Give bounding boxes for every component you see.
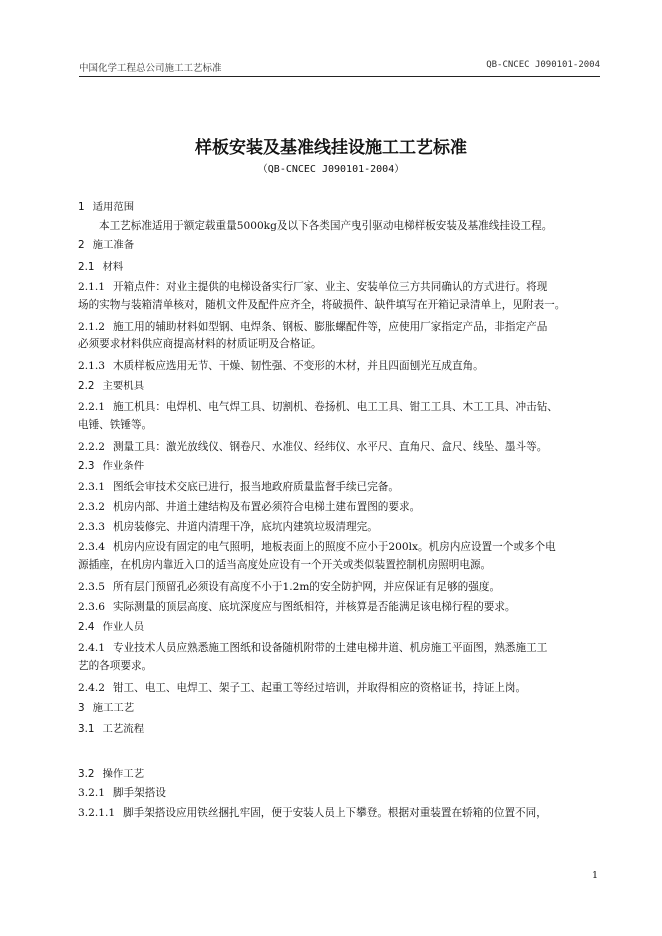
section-number: 2.1.2 <box>78 321 105 333</box>
section-number: 2 <box>78 239 85 251</box>
paragraph-text: 实际测量的顶层高度、底坑深度应与图纸相符，并核算是否能满足该电梯行程的要求。 <box>112 601 516 613</box>
text-line <box>78 400 600 414</box>
paragraph-text: 钳工、电工、电焊工、架子工、起重工等经过培训，并取得相应的资格证书，持证上岗。 <box>112 682 527 694</box>
section-number: 2.4.1 <box>78 642 105 654</box>
paragraph-text: 本工艺标准适用于额定载重量5000kg及以下各类国产曳引驱动电梯样板安装及基准线挂设工程。 <box>99 220 553 232</box>
text-line <box>78 337 600 351</box>
text-line <box>78 540 600 554</box>
text-line <box>78 500 600 514</box>
section-heading: 作业条件 <box>102 460 145 472</box>
section-number: 3.2.1.1 <box>78 807 116 819</box>
section-number: 3.2 <box>78 768 95 780</box>
text-line <box>78 600 600 614</box>
page-number: 1 <box>591 870 598 881</box>
text-line <box>78 320 600 334</box>
text-line <box>78 641 600 655</box>
paragraph-text: 机房内部、井道土建结构及布置必须符合电梯土建布置图的要求。 <box>112 501 421 513</box>
text-line <box>78 681 600 695</box>
section-number: 2.3.2 <box>78 501 105 513</box>
paragraph-text: 所有层门预留孔必须设有高度不小于1.2m的安全防护网，并应保证有足够的强度。 <box>112 581 501 593</box>
section-number: 2.3 <box>78 460 95 472</box>
document-title: 样板安装及基准线挂设施工工艺标准 <box>195 138 467 158</box>
section-number: 2.1.3 <box>78 360 105 372</box>
text-line <box>78 659 600 673</box>
text-line <box>78 200 600 214</box>
paragraph-text: 艺的各项要求。 <box>78 660 153 672</box>
text-line <box>78 260 600 274</box>
section-number: 2.4 <box>78 621 95 633</box>
section-number: 3.2.1 <box>78 787 105 799</box>
text-line <box>78 418 600 432</box>
section-heading: 适用范围 <box>92 201 135 213</box>
text-line <box>78 359 600 373</box>
document-subtitle: （QB-CNCEC J090101-2004） <box>257 164 405 175</box>
paragraph-text: 脚手架搭设应用铁丝捆扎牢固，便于安装人员上下攀登。根据对重装置在轿箱的位置不同， <box>123 807 547 819</box>
text-line <box>78 520 600 534</box>
text-line <box>78 806 600 820</box>
section-number: 2.2 <box>78 380 95 392</box>
page-header <box>79 58 600 77</box>
text-line <box>78 298 600 312</box>
paragraph-text: 场的实物与装箱清单核对，随机文件及配件应齐全，将破损件、缺件填写在开箱记录清单上，见附表一。 <box>78 299 566 311</box>
header-org-name: 中国化学工程总公司施工工艺标准 <box>79 63 222 74</box>
paragraph-text: 必须要求材料供应商提高材料的材质证明及合格证。 <box>78 338 322 350</box>
section-number: 2.3.6 <box>78 601 105 613</box>
paragraph-text: 图纸会审技术交底已进行，报当地政府质量监督手续已完备。 <box>112 481 399 493</box>
text-line <box>78 786 600 800</box>
section-heading: 施工工艺 <box>92 702 135 714</box>
text-line <box>78 558 600 572</box>
text-line <box>78 379 600 393</box>
paragraph-text: 源插座，在机房内靠近入口的适当高度处应设有一个开关或类似装置控制机房照明电源。 <box>78 559 492 571</box>
text-line <box>78 620 600 634</box>
section-number: 2.3.4 <box>78 541 105 553</box>
paragraph-text: 电锤、铁锤等。 <box>78 419 153 431</box>
paragraph-text: 开箱点件：对业主提供的电梯设备实行厂家、业主、安装单位三方共同确认的方式进行。将现 <box>112 281 548 293</box>
text-line <box>78 219 600 233</box>
section-heading: 施工准备 <box>92 239 135 251</box>
section-number: 2.4.2 <box>78 682 105 694</box>
section-number: 2.1.1 <box>78 281 105 293</box>
text-line <box>78 459 600 473</box>
paragraph-text: 施工机具：电焊机、电气焊工具、切割机、卷扬机、电工工具、钳工工具、木工工具、冲击钻、 <box>112 401 558 413</box>
section-number: 2.2.2 <box>78 441 105 453</box>
section-number: 3 <box>78 702 85 714</box>
text-line <box>78 480 600 494</box>
text-line <box>78 280 600 294</box>
section-number: 2.3.1 <box>78 481 105 493</box>
paragraph-text: 施工用的辅助材料如型钢、电焊条、钢板、膨胀螺配件等，应使用厂家指定产品，非指定产品 <box>112 321 548 333</box>
section-number: 2.3.3 <box>78 521 105 533</box>
section-heading: 主要机具 <box>102 380 145 392</box>
text-line <box>78 580 600 594</box>
section-heading: 工艺流程 <box>102 723 145 735</box>
text-line <box>78 238 600 252</box>
paragraph-text: 机房内应设有固定的电气照明，地板表面上的照度不应小于200lx。机房内应设置一个或多个电 <box>112 541 556 553</box>
paragraph-text: 脚手架搭设 <box>112 787 166 799</box>
text-line <box>78 440 600 454</box>
section-heading: 操作工艺 <box>102 768 145 780</box>
section-heading: 材料 <box>102 261 124 273</box>
paragraph-text: 机房装修完、井道内清理干净，底坑内建筑垃圾清理完。 <box>112 521 378 533</box>
section-heading: 作业人员 <box>102 621 145 633</box>
paragraph-text: 测量工具：激光放线仪、钢卷尺、水准仪、经纬仪、水平尺、直角尺、盒尺、线坠、墨斗等。 <box>112 441 548 453</box>
section-number: 3.1 <box>78 723 95 735</box>
paragraph-text: 专业技术人员应熟悉施工图纸和设备随机附带的土建电梯井道、机房施工平面图，熟悉施工工 <box>112 642 548 654</box>
header-standard-code: QB-CNCEC J090101-2004 <box>486 60 600 70</box>
section-number: 1 <box>78 201 85 213</box>
section-number: 2.1 <box>78 261 95 273</box>
text-line <box>78 701 600 715</box>
paragraph-text: 木质样板应选用无节、干燥、韧性强、不变形的木材，并且四面刨光互成直角。 <box>112 360 484 372</box>
section-number: 2.2.1 <box>78 401 105 413</box>
text-line <box>78 767 600 781</box>
section-number: 2.3.5 <box>78 581 105 593</box>
text-line <box>78 722 600 736</box>
